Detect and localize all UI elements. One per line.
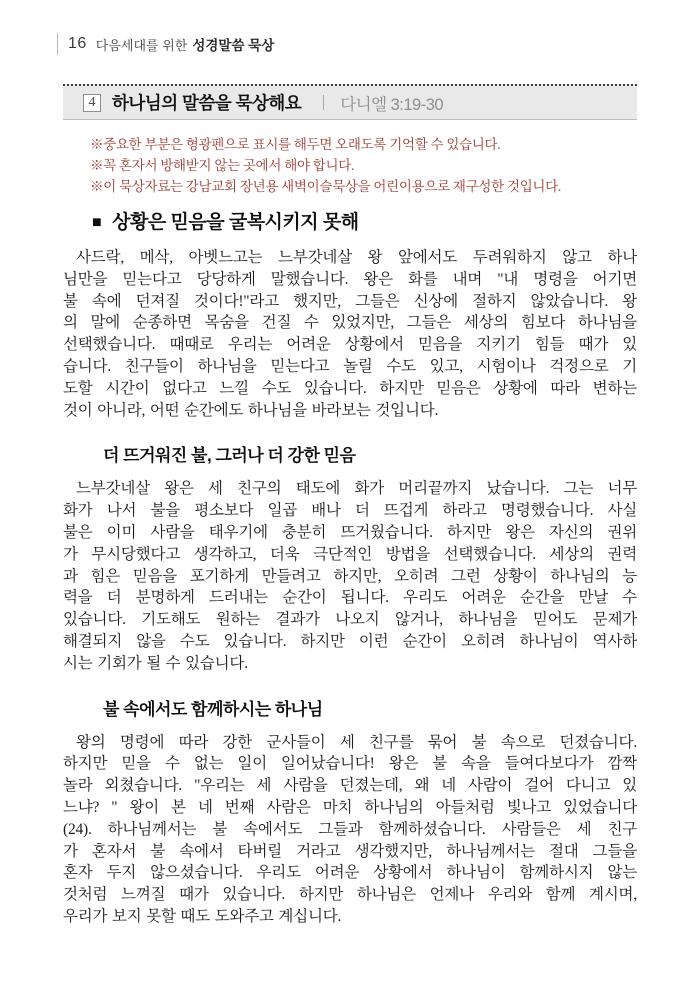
section-heading-1-text: 상황은 믿음을 굴복시키지 못해 xyxy=(112,212,359,233)
text-line: 력을 더 분명하게 드러내는 순간이 됩니다. 우리도 어려운 순간을 만날 수 xyxy=(63,589,637,607)
text-line: 불 속에 던져질 것이다!"라고 했지만, 그들은 신상에 절하지 않았습니다. 왕 xyxy=(63,292,637,310)
text-line: 느부갓네살 왕은 세 친구의 태도에 화가 머리끝까지 났습니다. 그는 너무 xyxy=(76,480,637,498)
text-line: 사드락, 메삭, 아벳느고는 느부갓네살 왕 앞에서도 두려워하지 않고 하나 xyxy=(76,249,637,266)
book-title: 성경말씀 묵상 xyxy=(192,38,275,53)
text-line: 것처럼 느껴질 때가 있습니다. 하지만 하나님은 언제나 우리와 함께 계시며, xyxy=(63,886,637,904)
text-line: 놀라 외쳤습니다. "우리는 세 사람을 던졌는데, 왜 네 사람이 걸어 다니고 있 xyxy=(63,777,637,795)
square-bullet-icon: ■ xyxy=(92,214,102,231)
section-heading-1 xyxy=(92,212,637,234)
running-head xyxy=(57,33,637,55)
paragraph-2 xyxy=(63,478,637,674)
text-line: 하지만 믿을 수 없는 일이 일어났습니다! 왕은 불 속을 들여다보다가 깜짝 xyxy=(63,755,637,773)
text-line: 과 힘은 믿음을 포기하게 만들려고 하지만, 오히려 그런 상황이 하나님의 능 xyxy=(63,567,637,585)
lesson-title: 하나님의 말씀을 묵상해요 xyxy=(112,93,302,113)
book-subtitle: 다음세대를 위한 xyxy=(95,37,188,53)
text-line: 화가 나서 불을 평소보다 일곱 배나 더 뜨겁게 하라고 명령했습니다. 사실 xyxy=(63,502,637,520)
text-line: 혼자 두지 않으셨습니다. 우리도 어려운 상황에서 하나님이 함께하시지 않는 xyxy=(63,864,637,882)
text-line: 시는 기회가 될 수 있습니다. xyxy=(63,654,248,672)
divider xyxy=(323,95,324,110)
sub-heading-3: 불 속에서도 함께하시는 하나님 xyxy=(103,699,323,719)
text-line: (24). 하나님께서는 불 속에서도 그들과 함께하셨습니다. 사람들은 세 친구 xyxy=(63,820,637,838)
text-line: 불은 이미 사람을 태우기에 충분히 뜨거웠습니다. 하지만 왕은 자신의 권위 xyxy=(63,523,637,541)
text-line: ※꼭 혼자서 방해받지 않는 곳에서 해야 합니다. xyxy=(90,158,355,173)
text-line: 도할 시간이 없다고 느낄 수도 있습니다. 하지만 믿음은 상황에 따라 변하는 xyxy=(63,379,637,397)
header-rule xyxy=(57,33,58,55)
scripture-reference: 다니엘 3:19-30 xyxy=(340,95,444,114)
text-line: 님만을 믿는다고 당당하게 말했습니다. 왕은 화를 내며 "내 명령을 어기면 xyxy=(63,270,637,288)
text-line: 우리가 보지 못할 때도 도와주고 계십니다. xyxy=(63,907,342,925)
paragraph-1 xyxy=(63,247,637,421)
text-line: ※중요한 부분은 형광펜으로 표시를 해두면 오래도록 기억할 수 있습니다. xyxy=(90,137,501,152)
text-line: 의 말에 순종하면 목숨을 건질 수 있었지만, 그들은 세상의 힘보다 하나님을 xyxy=(63,314,637,332)
text-line: 느냐? " 왕이 본 네 번째 사람은 마치 하나님의 아들처럼 빛나고 있었습니다 xyxy=(63,798,637,816)
text-line: 가 무시당했다고 생각하고, 더욱 극단적인 방법을 선택했습니다. 세상의 권력 xyxy=(63,545,637,563)
text-line: 있습니다. 기도해도 원하는 결과가 나오지 않거나, 하나님을 믿어도 문제가 xyxy=(63,611,637,629)
sub-heading-2: 더 뜨거워진 불, 그러나 더 강한 믿음 xyxy=(103,446,356,466)
text-line: ※이 묵상자료는 강남교회 장년용 새벽이슬묵상을 어린이용으로 재구성한 것입니다. xyxy=(90,179,561,194)
text-line: 가 혼자서 불 속에서 타버릴 거라고 생각했지만, 하나님께서는 절대 그들을 xyxy=(63,842,637,860)
instruction-notes xyxy=(90,134,637,197)
paragraph-3 xyxy=(63,732,637,928)
text-line: 습니다. 친구들이 하나님을 믿는다고 놀릴 수도 있고, 시험이나 걱정으로 기 xyxy=(63,357,637,375)
lesson-title-box xyxy=(63,84,637,120)
page-number: 16 xyxy=(68,35,87,52)
lesson-number-badge: 4 xyxy=(83,94,101,112)
text-line: 선택했습니다. 때때로 우리는 어려운 상황에서 믿음을 지키기 힘들 때가 있 xyxy=(63,336,637,354)
text-line: 것이 아니라, 어떤 순간에도 하나님을 바라보는 것입니다. xyxy=(63,401,439,419)
text-line: 해결되지 않을 수도 있습니다. 하지만 이런 순간이 오히려 하나님이 역사하 xyxy=(63,632,637,650)
text-line: 왕의 명령에 따라 강한 군사들이 세 친구를 묶어 불 속으로 던졌습니다. xyxy=(76,733,637,751)
